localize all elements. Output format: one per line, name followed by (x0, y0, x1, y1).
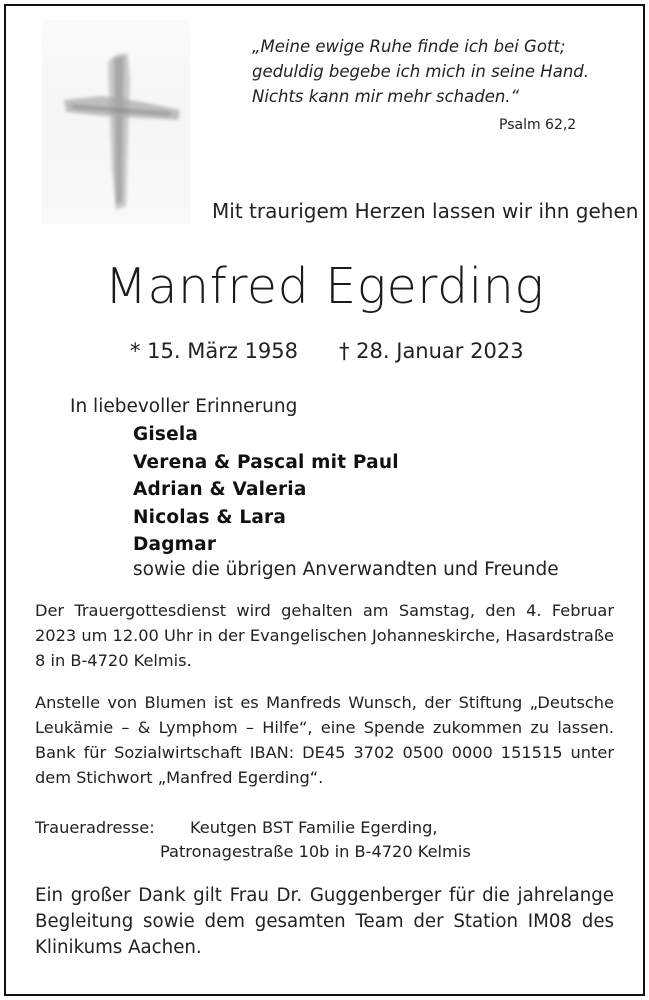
thanks-note: Ein großer Dank gilt Frau Dr. Guggenberger für die jahrelange Begleitung sowie dem gesamten Team der Station IM08 des Klinikums Aachen. (35, 885, 614, 958)
mourner-name: Nicolas & Lara (133, 506, 287, 528)
deceased-name: Manfred Egerding (104, 258, 545, 315)
mourner-name: Dagmar (133, 534, 217, 555)
mourner-name: Verena & Pascal mit Paul (133, 451, 399, 473)
psalm-quote (252, 34, 589, 109)
donation-info: Anstelle von Blumen ist es Manfreds Wunsch, der Stiftung „Deutsche Leukämie – & Lymphom – Hilfe“, eine Spende zukommen zu lassen. Bank für Sozialwirtschaft IBAN: DE45 3702 0500 0000 151515 unter dem Stichwort „Manfred Egerding“. (35, 693, 614, 787)
death-date: † 28. Januar 2023 (339, 339, 524, 363)
mourner-name: Adrian & Valeria (133, 479, 307, 500)
quote-line: Nichts kann mir mehr schaden.“ (252, 87, 520, 106)
farewell-intro: Mit traurigem Herzen lassen wir ihn gehen (212, 199, 639, 223)
quote-line: „Meine ewige Ruhe finde ich bei Gott; (252, 37, 566, 56)
address-label: Traueradresse: (35, 818, 155, 837)
birth-date: * 15. März 1958 (130, 339, 299, 363)
cross-image (42, 20, 190, 224)
mourners-intro: In liebevoller Erinnerung (70, 396, 298, 417)
mourners-others: sowie die übrigen Anverwandten und Freunde (133, 559, 559, 580)
mourners-list (133, 421, 399, 559)
address-line-2: Patronagestraße 10b in B-4720 Kelmis (160, 842, 471, 861)
service-info: Der Trauergottesdienst wird gehalten am Samstag, den 4. Februar 2023 um 12.00 Uhr in der Evangelischen Johanneskirche, Hasardstraße 8 in B-4720 Kelmis. (35, 601, 614, 670)
quote-source: Psalm 62,2 (499, 117, 577, 133)
quote-line: geduldig begebe ich mich in seine Hand. (252, 62, 589, 81)
address-line-1: Keutgen BST Familie Egerding, (190, 818, 438, 837)
mourner-name: Gisela (133, 424, 199, 445)
cross-icon (42, 20, 190, 224)
